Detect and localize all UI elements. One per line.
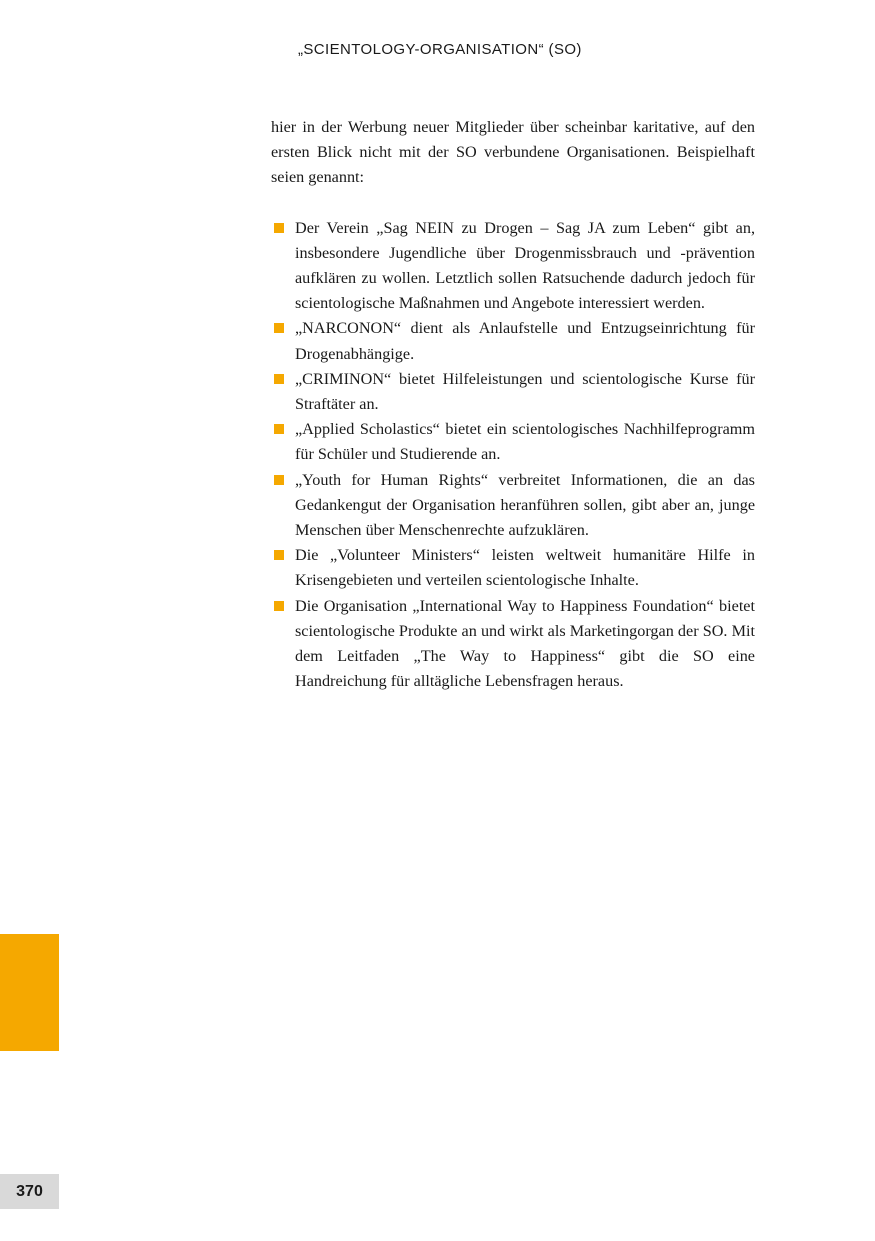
bullet-text: Die Organisation „International Way to Happiness Foundation“ bietet scientologische Produkte an und wirkt als Marketingorgan der SO. Mit dem Leitfaden „The Way to Happiness“ gibt die SO eine Handreichung für alltägliche Lebensfragen heraus. [295, 596, 755, 691]
bullet-text: „Youth for Human Rights“ verbreitet Informationen, die an das Gedankengut der Organisation heranführen sollen, gibt aber an, junge Menschen über Menschenrechte aufzuklären. [295, 470, 755, 540]
bullet-text: Die „Volunteer Ministers“ leisten weltweit humanitäre Hilfe in Krisengebieten und verteilen scientologische Inhalte. [295, 546, 755, 590]
square-bullet-icon [274, 601, 284, 611]
bullet-item-sag-nein [271, 216, 755, 317]
intro-paragraph: hier in der Werbung neuer Mitglieder über scheinbar karitative, auf den ersten Blick nicht mit der SO verbundene Organisationen. Beispielhaft seien genannt: [271, 118, 755, 187]
page-number [0, 1174, 59, 1209]
bullet-item-criminon [271, 367, 755, 417]
bullet-item-way-to-happiness [271, 594, 755, 695]
bullet-item-youth-for-human-rights [271, 468, 755, 544]
bullet-item-applied-scholastics [271, 417, 755, 467]
running-header-title: „SCIENTOLOGY-ORGANISATION“ (SO) [298, 41, 582, 58]
bullet-item-volunteer-ministers [271, 543, 755, 593]
bullet-text: „NARCONON“ dient als Anlaufstelle und Entzugseinrichtung für Drogenabhängige. [295, 319, 755, 363]
organisation-bullet-list [271, 216, 755, 695]
square-bullet-icon [274, 550, 284, 560]
bullet-text: „CRIMINON“ bietet Hilfeleistungen und scientologische Kurse für Straftäter an. [295, 369, 755, 414]
main-text-column [271, 115, 755, 694]
square-bullet-icon [274, 223, 284, 233]
square-bullet-icon [274, 475, 284, 485]
square-bullet-icon [274, 323, 284, 333]
square-bullet-icon [274, 424, 284, 434]
bullet-item-narconon [271, 316, 755, 366]
square-bullet-icon [274, 374, 284, 384]
bullet-text: Der Verein „Sag NEIN zu Drogen – Sag JA zum Leben“ gibt an, insbesondere Jugendliche über Drogenmissbrauch und -prävention aufklären zu wollen. Letztlich sollen Ratsuchende dadurch jedoch für scientologische Maßnahmen und Angebote interessiert werden. [295, 218, 755, 313]
chapter-side-tab [0, 934, 59, 1051]
page-number-text: 370 [16, 1182, 43, 1200]
bullet-text: „Applied Scholastics“ bietet ein scientologisches Nachhilfeprogramm für Schüler und Studierende an. [295, 420, 755, 464]
